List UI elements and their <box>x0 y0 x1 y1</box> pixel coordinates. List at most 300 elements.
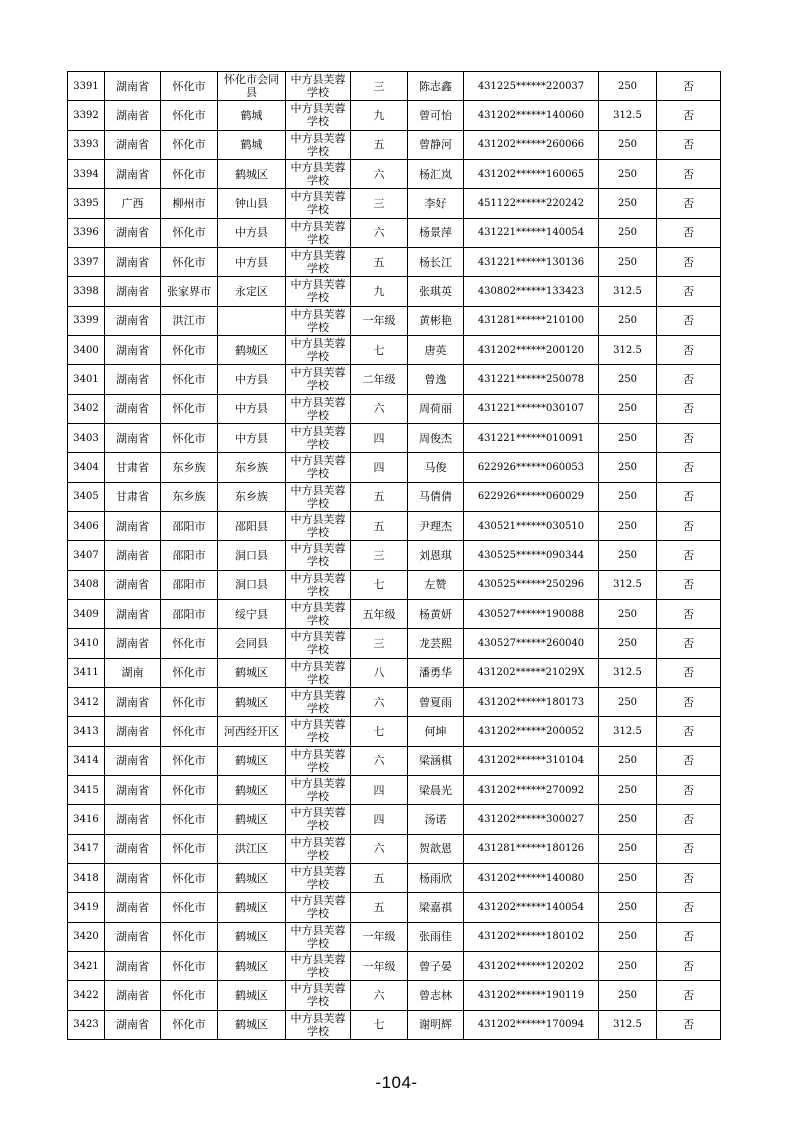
cell-county <box>218 306 286 335</box>
cell-amount: 250 <box>599 629 657 658</box>
cell-flag: 否 <box>657 101 721 130</box>
cell-amount: 250 <box>599 805 657 834</box>
cell-county: 鹤城区 <box>218 746 286 775</box>
table-row <box>68 687 721 716</box>
cell-name: 梁嘉祺 <box>408 893 464 922</box>
cell-city: 怀化市 <box>161 394 218 423</box>
table-row <box>68 1010 721 1039</box>
cell-province: 湖南省 <box>105 863 161 892</box>
cell-school: 中方县芙蓉学校 <box>286 277 351 306</box>
cell-grade: 四 <box>351 423 408 452</box>
cell-flag: 否 <box>657 570 721 599</box>
cell-city: 东乡族 <box>161 453 218 482</box>
cell-province: 湖南省 <box>105 101 161 130</box>
cell-province: 湖南省 <box>105 72 161 101</box>
cell-name: 曾夏雨 <box>408 687 464 716</box>
cell-province: 湖南省 <box>105 922 161 951</box>
cell-id-number: 431221******130136 <box>464 247 599 276</box>
cell-province: 湖南省 <box>105 130 161 159</box>
cell-id-number: 431202******160065 <box>464 159 599 188</box>
cell-no: 3405 <box>68 482 105 511</box>
cell-no: 3406 <box>68 511 105 540</box>
cell-city: 柳州市 <box>161 189 218 218</box>
cell-id-number: 431281******180126 <box>464 834 599 863</box>
cell-county: 鹤城区 <box>218 658 286 687</box>
cell-id-number: 431202******200052 <box>464 717 599 746</box>
cell-grade: 五 <box>351 511 408 540</box>
student-subsidy-table <box>67 71 721 1040</box>
cell-id-number: 431281******210100 <box>464 306 599 335</box>
cell-no: 3409 <box>68 599 105 628</box>
cell-province: 湖南省 <box>105 717 161 746</box>
cell-province: 湖南省 <box>105 981 161 1010</box>
table-row <box>68 893 721 922</box>
cell-city: 怀化市 <box>161 423 218 452</box>
table-row <box>68 775 721 804</box>
cell-no: 3391 <box>68 72 105 101</box>
cell-name: 杨长江 <box>408 247 464 276</box>
cell-flag: 否 <box>657 951 721 980</box>
cell-county: 鹤城区 <box>218 863 286 892</box>
cell-no: 3420 <box>68 922 105 951</box>
cell-city: 怀化市 <box>161 130 218 159</box>
cell-city: 张家界市 <box>161 277 218 306</box>
cell-name: 马俊 <box>408 453 464 482</box>
cell-no: 3415 <box>68 775 105 804</box>
cell-no: 3403 <box>68 423 105 452</box>
cell-amount: 312.5 <box>599 570 657 599</box>
cell-flag: 否 <box>657 130 721 159</box>
cell-amount: 312.5 <box>599 1010 657 1039</box>
cell-id-number: 431202******180173 <box>464 687 599 716</box>
cell-flag: 否 <box>657 423 721 452</box>
cell-amount: 250 <box>599 893 657 922</box>
cell-amount: 250 <box>599 247 657 276</box>
cell-city: 洪江市 <box>161 306 218 335</box>
table-row <box>68 453 721 482</box>
cell-grade: 五 <box>351 863 408 892</box>
cell-county: 鹤城区 <box>218 335 286 364</box>
cell-province: 甘肃省 <box>105 482 161 511</box>
cell-flag: 否 <box>657 189 721 218</box>
cell-no: 3397 <box>68 247 105 276</box>
cell-city: 怀化市 <box>161 805 218 834</box>
cell-city: 邵阳市 <box>161 599 218 628</box>
cell-name: 何坤 <box>408 717 464 746</box>
cell-county: 鹤城区 <box>218 981 286 1010</box>
cell-name: 刘恩琪 <box>408 541 464 570</box>
cell-name: 曾可怡 <box>408 101 464 130</box>
cell-amount: 312.5 <box>599 717 657 746</box>
cell-flag: 否 <box>657 453 721 482</box>
cell-province: 湖南省 <box>105 247 161 276</box>
cell-name: 贺歆恩 <box>408 834 464 863</box>
cell-grade: 三 <box>351 189 408 218</box>
cell-grade: 三 <box>351 629 408 658</box>
cell-county: 中方县 <box>218 365 286 394</box>
cell-province: 湖南省 <box>105 599 161 628</box>
cell-city: 怀化市 <box>161 863 218 892</box>
cell-id-number: 431221******250078 <box>464 365 599 394</box>
cell-amount: 250 <box>599 951 657 980</box>
cell-school: 中方县芙蓉学校 <box>286 159 351 188</box>
cell-name: 曾逸 <box>408 365 464 394</box>
cell-school: 中方县芙蓉学校 <box>286 687 351 716</box>
table-row <box>68 951 721 980</box>
cell-province: 湖南省 <box>105 951 161 980</box>
cell-amount: 250 <box>599 365 657 394</box>
cell-school: 中方县芙蓉学校 <box>286 541 351 570</box>
cell-city: 邵阳市 <box>161 541 218 570</box>
cell-flag: 否 <box>657 863 721 892</box>
cell-school: 中方县芙蓉学校 <box>286 394 351 423</box>
cell-id-number: 430527******260040 <box>464 629 599 658</box>
cell-grade: 二年级 <box>351 365 408 394</box>
cell-id-number: 431202******270092 <box>464 775 599 804</box>
cell-name: 汤诺 <box>408 805 464 834</box>
cell-name: 李好 <box>408 189 464 218</box>
cell-name: 黄彬艳 <box>408 306 464 335</box>
cell-school: 中方县芙蓉学校 <box>286 101 351 130</box>
cell-province: 湖南省 <box>105 629 161 658</box>
cell-no: 3422 <box>68 981 105 1010</box>
cell-amount: 250 <box>599 453 657 482</box>
cell-flag: 否 <box>657 277 721 306</box>
cell-no: 3411 <box>68 658 105 687</box>
cell-name: 杨景萍 <box>408 218 464 247</box>
table-row <box>68 717 721 746</box>
cell-flag: 否 <box>657 72 721 101</box>
cell-province: 湖南省 <box>105 306 161 335</box>
cell-province: 湖南省 <box>105 687 161 716</box>
cell-school: 中方县芙蓉学校 <box>286 218 351 247</box>
cell-amount: 250 <box>599 775 657 804</box>
cell-city: 怀化市 <box>161 717 218 746</box>
cell-school: 中方县芙蓉学校 <box>286 951 351 980</box>
cell-amount: 250 <box>599 72 657 101</box>
cell-school: 中方县芙蓉学校 <box>286 511 351 540</box>
cell-county: 鹤城 <box>218 101 286 130</box>
cell-amount: 250 <box>599 746 657 775</box>
table-row <box>68 130 721 159</box>
cell-amount: 250 <box>599 218 657 247</box>
cell-grade: 六 <box>351 394 408 423</box>
cell-id-number: 431202******140080 <box>464 863 599 892</box>
cell-school: 中方县芙蓉学校 <box>286 658 351 687</box>
table-row <box>68 247 721 276</box>
cell-no: 3394 <box>68 159 105 188</box>
cell-name: 谢明辉 <box>408 1010 464 1039</box>
cell-province: 湖南省 <box>105 218 161 247</box>
cell-school: 中方县芙蓉学校 <box>286 1010 351 1039</box>
cell-amount: 250 <box>599 394 657 423</box>
cell-id-number: 431202******170094 <box>464 1010 599 1039</box>
cell-no: 3398 <box>68 277 105 306</box>
cell-school: 中方县芙蓉学校 <box>286 775 351 804</box>
cell-school: 中方县芙蓉学校 <box>286 834 351 863</box>
cell-province: 湖南省 <box>105 511 161 540</box>
table-body <box>68 72 721 1040</box>
cell-name: 唐英 <box>408 335 464 364</box>
cell-no: 3407 <box>68 541 105 570</box>
cell-school: 中方县芙蓉学校 <box>286 247 351 276</box>
cell-grade: 一年级 <box>351 922 408 951</box>
cell-grade: 九 <box>351 101 408 130</box>
cell-grade: 七 <box>351 335 408 364</box>
cell-id-number: 431221******140054 <box>464 218 599 247</box>
cell-county: 中方县 <box>218 218 286 247</box>
cell-city: 怀化市 <box>161 335 218 364</box>
table-row <box>68 570 721 599</box>
cell-no: 3412 <box>68 687 105 716</box>
cell-flag: 否 <box>657 247 721 276</box>
cell-city: 怀化市 <box>161 629 218 658</box>
cell-grade: 六 <box>351 981 408 1010</box>
table-row <box>68 482 721 511</box>
cell-county: 中方县 <box>218 423 286 452</box>
cell-grade: 五 <box>351 893 408 922</box>
cell-county: 鹤城区 <box>218 805 286 834</box>
cell-county: 东乡族 <box>218 453 286 482</box>
cell-city: 怀化市 <box>161 922 218 951</box>
cell-county: 永定区 <box>218 277 286 306</box>
cell-province: 湖南省 <box>105 805 161 834</box>
cell-city: 怀化市 <box>161 658 218 687</box>
table-row <box>68 423 721 452</box>
cell-amount: 250 <box>599 541 657 570</box>
cell-grade: 七 <box>351 570 408 599</box>
cell-school: 中方县芙蓉学校 <box>286 981 351 1010</box>
cell-flag: 否 <box>657 981 721 1010</box>
cell-id-number: 430802******133423 <box>464 277 599 306</box>
cell-county: 鹤城区 <box>218 775 286 804</box>
cell-county: 中方县 <box>218 247 286 276</box>
cell-flag: 否 <box>657 922 721 951</box>
cell-id-number: 431225******220037 <box>464 72 599 101</box>
cell-grade: 四 <box>351 805 408 834</box>
cell-amount: 250 <box>599 599 657 628</box>
cell-name: 曾静河 <box>408 130 464 159</box>
cell-name: 杨汇岚 <box>408 159 464 188</box>
cell-school: 中方县芙蓉学校 <box>286 746 351 775</box>
cell-amount: 250 <box>599 922 657 951</box>
cell-school: 中方县芙蓉学校 <box>286 570 351 599</box>
cell-city: 怀化市 <box>161 247 218 276</box>
cell-province: 湖南省 <box>105 834 161 863</box>
cell-flag: 否 <box>657 775 721 804</box>
cell-school: 中方县芙蓉学校 <box>286 453 351 482</box>
cell-amount: 250 <box>599 130 657 159</box>
cell-flag: 否 <box>657 893 721 922</box>
cell-id-number: 430525******250296 <box>464 570 599 599</box>
cell-grade: 四 <box>351 453 408 482</box>
cell-province: 湖南省 <box>105 1010 161 1039</box>
cell-amount: 250 <box>599 423 657 452</box>
cell-county: 钟山县 <box>218 189 286 218</box>
cell-county: 邵阳县 <box>218 511 286 540</box>
cell-grade: 九 <box>351 277 408 306</box>
cell-grade: 六 <box>351 218 408 247</box>
cell-county: 洞口县 <box>218 570 286 599</box>
cell-city: 怀化市 <box>161 159 218 188</box>
cell-school: 中方县芙蓉学校 <box>286 482 351 511</box>
table-row <box>68 335 721 364</box>
cell-school: 中方县芙蓉学校 <box>286 805 351 834</box>
cell-province: 湖南省 <box>105 746 161 775</box>
cell-amount: 250 <box>599 834 657 863</box>
cell-grade: 三 <box>351 72 408 101</box>
table-row <box>68 981 721 1010</box>
cell-grade: 五年级 <box>351 599 408 628</box>
table-row <box>68 805 721 834</box>
cell-city: 怀化市 <box>161 951 218 980</box>
cell-flag: 否 <box>657 482 721 511</box>
cell-city: 怀化市 <box>161 72 218 101</box>
table-row <box>68 746 721 775</box>
cell-id-number: 622926******060029 <box>464 482 599 511</box>
cell-id-number: 431202******180102 <box>464 922 599 951</box>
cell-city: 怀化市 <box>161 746 218 775</box>
cell-county: 绥宁县 <box>218 599 286 628</box>
cell-id-number: 431202******300027 <box>464 805 599 834</box>
cell-grade: 六 <box>351 159 408 188</box>
cell-province: 湖南省 <box>105 335 161 364</box>
table-row <box>68 541 721 570</box>
cell-flag: 否 <box>657 159 721 188</box>
cell-id-number: 431202******190119 <box>464 981 599 1010</box>
cell-no: 3396 <box>68 218 105 247</box>
cell-id-number: 431202******140054 <box>464 893 599 922</box>
cell-city: 怀化市 <box>161 101 218 130</box>
table-row <box>68 72 721 101</box>
cell-no: 3404 <box>68 453 105 482</box>
cell-flag: 否 <box>657 599 721 628</box>
cell-city: 怀化市 <box>161 775 218 804</box>
table-row <box>68 863 721 892</box>
cell-school: 中方县芙蓉学校 <box>286 863 351 892</box>
cell-school: 中方县芙蓉学校 <box>286 893 351 922</box>
cell-flag: 否 <box>657 834 721 863</box>
cell-school: 中方县芙蓉学校 <box>286 130 351 159</box>
cell-county: 东乡族 <box>218 482 286 511</box>
cell-amount: 312.5 <box>599 658 657 687</box>
cell-flag: 否 <box>657 511 721 540</box>
cell-no: 3401 <box>68 365 105 394</box>
cell-county: 鹤城区 <box>218 922 286 951</box>
cell-no: 3402 <box>68 394 105 423</box>
cell-flag: 否 <box>657 306 721 335</box>
cell-county: 鹤城区 <box>218 1010 286 1039</box>
cell-id-number: 431202******200120 <box>464 335 599 364</box>
cell-amount: 250 <box>599 189 657 218</box>
cell-id-number: 431202******140060 <box>464 101 599 130</box>
cell-school: 中方县芙蓉学校 <box>286 423 351 452</box>
cell-id-number: 430521******030510 <box>464 511 599 540</box>
cell-city: 东乡族 <box>161 482 218 511</box>
cell-province: 湖南省 <box>105 570 161 599</box>
cell-grade: 七 <box>351 717 408 746</box>
table-row <box>68 218 721 247</box>
cell-grade: 五 <box>351 130 408 159</box>
cell-grade: 六 <box>351 687 408 716</box>
table-row <box>68 394 721 423</box>
table-row <box>68 658 721 687</box>
cell-county: 鹤城区 <box>218 687 286 716</box>
cell-amount: 312.5 <box>599 277 657 306</box>
cell-no: 3410 <box>68 629 105 658</box>
cell-city: 怀化市 <box>161 834 218 863</box>
cell-province: 湖南 <box>105 658 161 687</box>
cell-city: 怀化市 <box>161 893 218 922</box>
cell-county: 会同县 <box>218 629 286 658</box>
cell-amount: 250 <box>599 981 657 1010</box>
cell-flag: 否 <box>657 1010 721 1039</box>
cell-grade: 四 <box>351 775 408 804</box>
cell-amount: 250 <box>599 159 657 188</box>
cell-school: 中方县芙蓉学校 <box>286 717 351 746</box>
cell-county: 河西经开区 <box>218 717 286 746</box>
cell-grade: 一年级 <box>351 306 408 335</box>
cell-grade: 八 <box>351 658 408 687</box>
cell-id-number: 431202******310104 <box>464 746 599 775</box>
cell-province: 甘肃省 <box>105 453 161 482</box>
cell-grade: 六 <box>351 834 408 863</box>
cell-no: 3414 <box>68 746 105 775</box>
cell-county: 洪江区 <box>218 834 286 863</box>
cell-flag: 否 <box>657 394 721 423</box>
cell-flag: 否 <box>657 218 721 247</box>
cell-no: 3413 <box>68 717 105 746</box>
cell-name: 张雨佳 <box>408 922 464 951</box>
cell-name: 潘勇华 <box>408 658 464 687</box>
cell-no: 3395 <box>68 189 105 218</box>
table-row <box>68 599 721 628</box>
cell-amount: 312.5 <box>599 101 657 130</box>
cell-id-number: 431202******21029X <box>464 658 599 687</box>
cell-amount: 312.5 <box>599 335 657 364</box>
cell-no: 3408 <box>68 570 105 599</box>
cell-city: 怀化市 <box>161 1010 218 1039</box>
cell-city: 邵阳市 <box>161 511 218 540</box>
cell-name: 尹理杰 <box>408 511 464 540</box>
cell-province: 湖南省 <box>105 365 161 394</box>
cell-school: 中方县芙蓉学校 <box>286 306 351 335</box>
cell-amount: 250 <box>599 511 657 540</box>
cell-flag: 否 <box>657 746 721 775</box>
cell-grade: 七 <box>351 1010 408 1039</box>
cell-school: 中方县芙蓉学校 <box>286 629 351 658</box>
cell-id-number: 451122******220242 <box>464 189 599 218</box>
cell-county: 鹤城 <box>218 130 286 159</box>
cell-id-number: 622926******060053 <box>464 453 599 482</box>
table-row <box>68 922 721 951</box>
cell-amount: 250 <box>599 482 657 511</box>
cell-name: 周荷丽 <box>408 394 464 423</box>
cell-city: 怀化市 <box>161 218 218 247</box>
cell-school: 中方县芙蓉学校 <box>286 72 351 101</box>
cell-county: 洞口县 <box>218 541 286 570</box>
cell-school: 中方县芙蓉学校 <box>286 365 351 394</box>
cell-id-number: 431202******120202 <box>464 951 599 980</box>
cell-name: 陈志鑫 <box>408 72 464 101</box>
cell-no: 3416 <box>68 805 105 834</box>
cell-name: 曾子晏 <box>408 951 464 980</box>
cell-grade: 三 <box>351 541 408 570</box>
table-row <box>68 834 721 863</box>
table-row <box>68 159 721 188</box>
cell-name: 梁晨光 <box>408 775 464 804</box>
cell-flag: 否 <box>657 365 721 394</box>
